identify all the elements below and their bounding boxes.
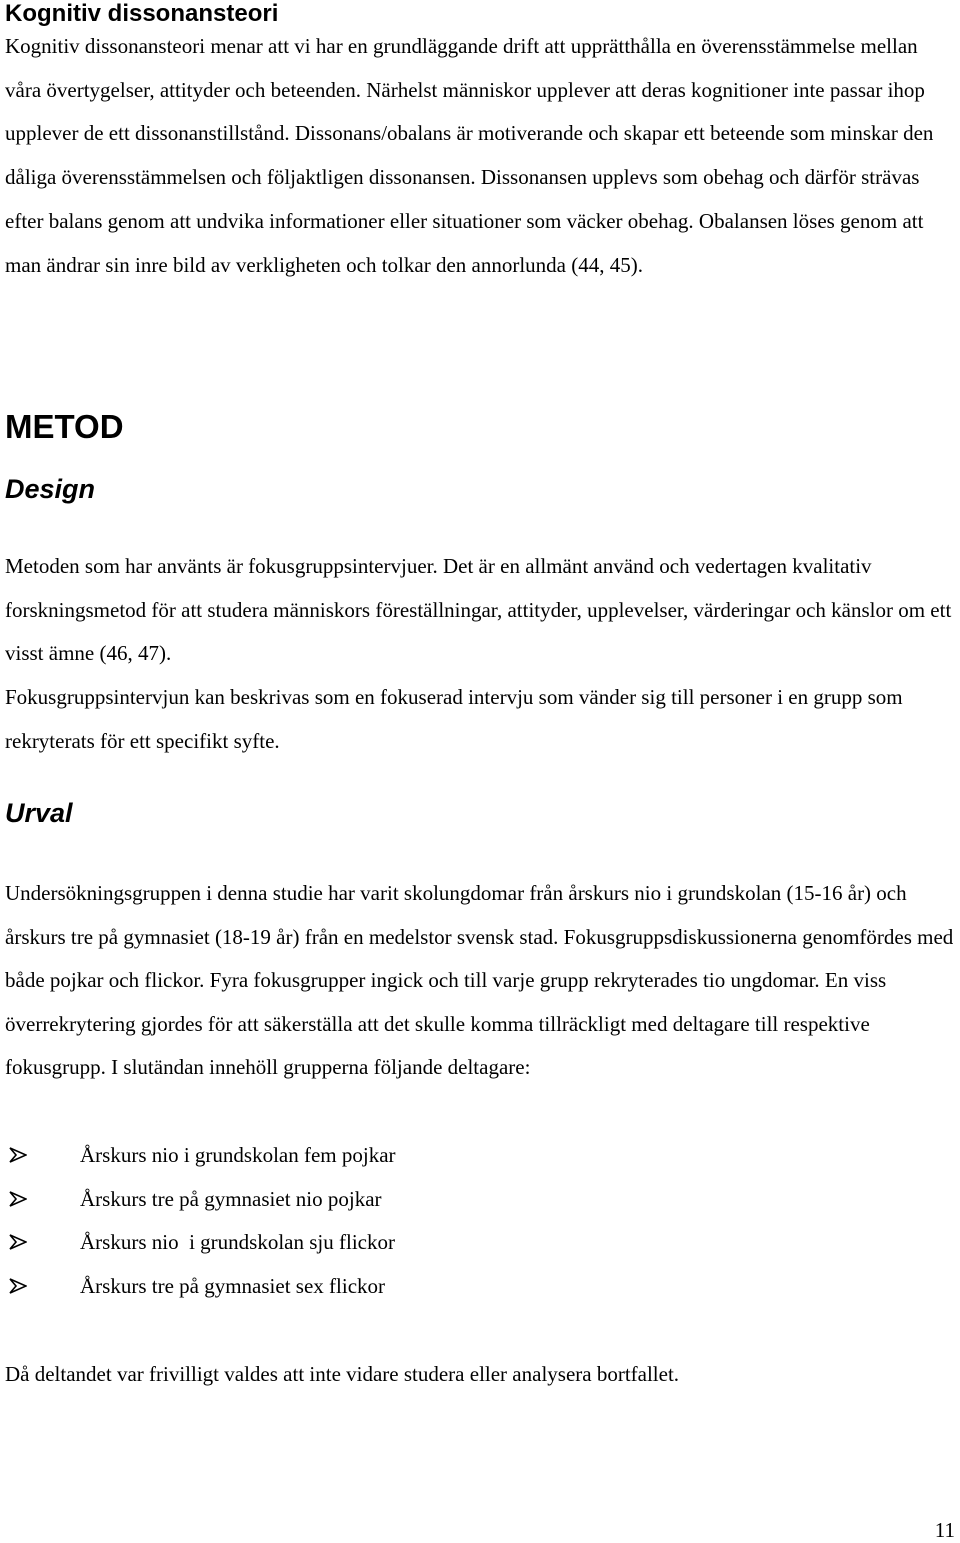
list-item-label: Årskurs nio i grundskolan fem pojkar [80,1143,396,1167]
list-item [5,1134,955,1178]
paragraph-bortfall: Då deltandet var frivilligt valdes att inte vidare studera eller analysera bortfallet. [5,1362,680,1386]
arrowhead-icon [9,1234,27,1250]
list-item [5,1221,955,1265]
arrowhead-icon [9,1147,27,1163]
list-item [5,1265,955,1309]
heading-metod: METOD [5,408,124,445]
section-heading-kognitiv: Kognitiv dissonansteori [5,0,279,27]
participant-list [5,1134,955,1308]
paragraph-design-fokusgrupp: Fokusgruppsintervjun kan beskrivas som en fokuserad intervju som vänder sig till personer i en grupp som rekryterats för ett specifikt syfte. [5,685,903,753]
paragraph-urval: Undersökningsgruppen i denna studie har varit skolungdomar från årskurs nio i grundskolan (15-16 år) och årskurs tre på gymnasiet (18-19 år) från en medelstor svensk stad. Fokusgruppsdiskussionerna genomfördes med både pojkar och flickor. Fyra fokusgrupper ingick och till varje grupp rekryterades tio ungdomar. En viss överrekrytering gjordes för att säkerställa att det skulle komma tillräckligt med deltagare till respektive fokusgrupp. I slutändan innehöll grupperna följande deltagare: [5,881,954,1079]
list-item-label: Årskurs tre på gymnasiet sex flickor [80,1273,386,1298]
heading-urval: Urval [5,798,73,828]
list-item-label: Årskurs tre på gymnasiet nio pojkar [80,1186,382,1211]
page-number: 11 [934,1518,955,1542]
heading-design: Design [5,474,96,504]
arrowhead-icon [9,1278,27,1294]
list-item [5,1178,955,1222]
list-item-label: Årskurs nio i grundskolan sju flickor [80,1230,395,1255]
arrowhead-icon [9,1191,27,1207]
paragraph-design: Metoden som har använts är fokusgruppsintervjuer. Det är en allmänt använd och vedertagen kvalitativ forskningsmetod för att studera människors föreställningar, attityder, upplevelser, värderingar och känslor om ett visst ämne (46, 47). [5,554,952,665]
paragraph-kognitiv: Kognitiv dissonansteori menar att vi har en grundläggande drift att upprätthålla en överensstämmelse mellan våra övertygelser, attityder och beteenden. Närhelst människor upplever att deras kognitioner inte passar ihop upplever de ett dissonanstillstånd. Dissonans/obalans är motiverande och skapar ett beteende som minskar den dåliga överensstämmelsen och följaktligen dissonansen. Dissonansen upplevs som obehag och därför strävas efter balans genom att undvika informationer eller situationer som väcker obehag. Obalansen löses genom att man ändrar sin inre bild av verkligheten och tolkar den annorlunda (44, 45). [5,34,934,277]
